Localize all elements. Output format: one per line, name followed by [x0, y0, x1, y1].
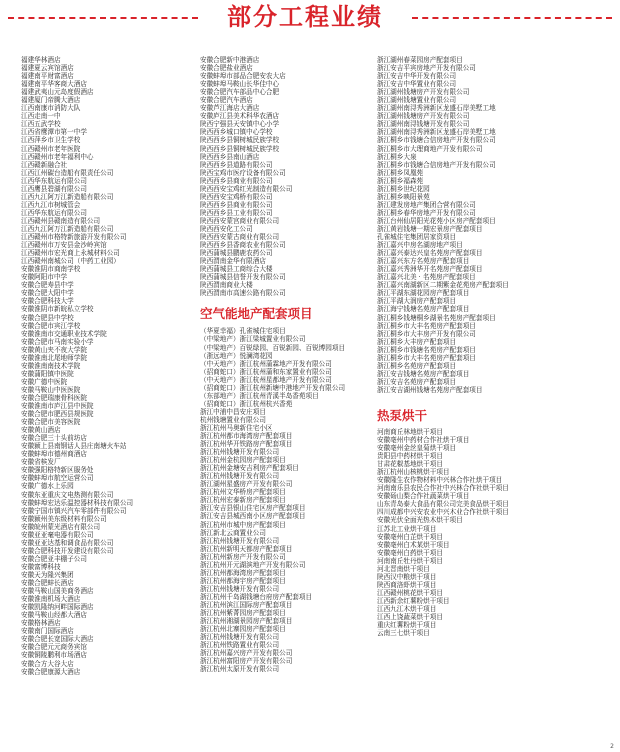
project-list-column-2	[200, 56, 374, 673]
project-item: 浙江杭州太原开发有限公司	[200, 665, 280, 674]
project-item: 安徽强阳格特新区服务处	[21, 466, 94, 475]
project-item: 浙江安吉钱塘名苑房产配套项目	[377, 369, 470, 378]
project-item: 陕西西乡城口镇中心学校	[200, 128, 273, 137]
project-item: 陕西西安蒙宫商业有限公司	[200, 216, 280, 225]
project-item: 浙江嘉兴秀洲华开名苑房产配套项目	[377, 265, 483, 274]
project-item: 福建华林酒店	[21, 56, 61, 64]
project-item: 安徽隆生农作物材料中兴林合作社烘干项目	[377, 476, 503, 485]
project-item: 浙江杭州钱塘开发有限公司	[200, 536, 280, 545]
project-item: 安徽格林酒店	[21, 619, 61, 628]
project-item: 浙江桐乡凤凰苑	[377, 168, 424, 177]
project-item: 浙江安吉县城西南小区房产配套项目	[200, 512, 306, 521]
project-item: 浙江桐乡市钱塘合信房地产开发有限公司	[377, 136, 496, 145]
project-item: 安徽光伏全面光热木烘干项目	[377, 516, 463, 525]
project-item: 陕西蒲城县鹏鹿农药公司	[200, 249, 273, 258]
project-item: 浙江安吉名苑房产配套项目	[377, 377, 457, 386]
project-item: 陕西渭南商业大楼	[200, 281, 253, 290]
project-item: 浙江安吉县银山住宅区房产配套项目	[200, 504, 306, 513]
project-item: 安徽马鞍山中医医院	[21, 385, 81, 394]
project-item: 安徽淮南南技术学院	[21, 361, 81, 370]
project-item: 浙江杭州钱塘开发有限公司	[200, 472, 280, 481]
project-item: 江西九江阿万江新造船有限公司	[21, 192, 114, 201]
project-item: 安徽合肥盐业酒店	[200, 64, 253, 73]
project-item: 安徽亚亚毫电器有限公司	[21, 530, 94, 539]
project-item: 浙江桐乡市大丰房产开发有限公司	[377, 329, 476, 338]
project-item: 江西华东航运有限公司	[21, 208, 87, 217]
project-item: 安徽淮南市庐江县中医院	[21, 402, 94, 411]
project-item: 浙江杭州铁路置业有限公司	[200, 641, 280, 650]
project-list-air-energy	[200, 327, 374, 673]
project-item: 浙江杭州市城中房产配套项目	[200, 520, 286, 529]
project-item: 浙江桐乡市钱塘名苑房产配套项目	[377, 345, 476, 354]
project-item: 安徽蚌埠马鞍山长华佳中心	[200, 80, 280, 89]
project-item: 四川成都中兴安农业中兴木业合作社烘干项目	[377, 508, 509, 517]
project-item: 浙江桐乡钱塘桐乡湖景名苑房产配套项目	[377, 313, 496, 322]
project-item: 浙江湖州钱塘置业有限公司	[377, 96, 457, 105]
project-item: 河南南丘牡丹烘干项目	[377, 556, 443, 565]
project-item: 安徽合肥科技开发建设有限公司	[21, 546, 114, 555]
project-item: 江西赣州市万安县金沙岭宾馆	[21, 241, 107, 250]
project-item: 安徽合肥市宾江学校	[21, 321, 81, 330]
project-item: 浙江湖州星盛房产开发有限公司	[200, 480, 293, 489]
project-item: 福建武夷山元岛度假酒店	[21, 88, 94, 97]
project-item: 陕西西乡县南山酒店	[200, 152, 260, 161]
project-item: 陕西西乡县铜树城民族学校	[200, 144, 280, 153]
project-item: 安徽合肥新中港酒店	[200, 56, 260, 64]
project-item: 浙江湖州南浔秀洲新区龙盛石岸美墅工地	[377, 104, 496, 113]
project-item: 安徽淮南北尾地师学院	[21, 353, 87, 362]
project-item: 杭州钱塘置业有限公司	[200, 415, 266, 424]
project-item: 江西赣州市宏光商上永城材料公司	[21, 249, 120, 258]
project-item: 安徽马鞍山经都大酒店	[21, 611, 87, 620]
project-item: 安徽合肥蚌长酒店	[21, 579, 74, 588]
project-item: 浙江杭州钱塘开发有限公司	[200, 633, 280, 642]
project-item: 浙江平湖东湖花园房产配套项目	[377, 289, 470, 298]
project-item: 安徽南门国际酒店	[21, 627, 74, 636]
project-item: （东部地产）浙江杭州青溪半岛香苑项目	[200, 391, 319, 400]
project-item: 安徽淮阴市新皖私立学校	[21, 305, 94, 314]
project-item: 浙江湖州春菜园房产配套项目	[377, 56, 463, 64]
project-item: 浙江杭州山核桃烘干项目	[377, 468, 450, 477]
project-item: 浙江桐乡世纪花园	[377, 184, 430, 193]
project-item: 陕西西安化工公司	[200, 224, 253, 233]
project-item: 浙江杭州湘湖景园房产配套项目	[200, 617, 293, 626]
project-item: 陕西宁强县天安镇中心小学	[200, 120, 280, 129]
project-item: 安徽颍州美东级材料有限公司	[21, 514, 107, 523]
project-item: 江西赣州南城公司（中药工业园）	[21, 257, 120, 266]
project-item: 江西九江市树城管会	[21, 200, 81, 209]
project-item: 孔雀城住宅集团居家资项目	[377, 233, 457, 242]
project-item: 浙江桐乡大泉	[377, 152, 417, 161]
project-item: 陕西商洛虾烘干项目	[377, 580, 437, 589]
project-item: （招商蛇口）浙江杭州蒲和东家置业有限公司	[200, 367, 332, 376]
section-title-air-energy: 空气能地产配套项目	[200, 306, 313, 322]
project-item: 江西上饶蔬菜烘干项目	[377, 613, 443, 622]
header-dashed-line-right	[412, 17, 612, 19]
header-dashed-line-left	[8, 17, 198, 19]
project-item: 陕西西乡县香商农业有限公司	[200, 241, 286, 250]
project-item: 浙江杭州都市海湾房产配套项目	[200, 432, 293, 441]
project-item: 陕西西乡县道路有限公司	[200, 160, 273, 169]
project-item: 安徽广德水上乐园	[21, 482, 74, 491]
project-item: （招商蛇口）浙江杭州杭兴香苑	[200, 399, 293, 408]
project-item: 安徽合肥市肥西县规医院	[21, 410, 94, 419]
project-item: 浙江杭州金杭园房产配套项目	[200, 456, 286, 465]
project-item: 安徽合肥市马南实验小学	[21, 337, 94, 346]
project-item: 江西省鹰潭市第一中学	[21, 128, 87, 137]
project-item: 浙江桐乡市大理商地产开发有限公司	[377, 144, 483, 153]
page-title: 部分工程业绩	[227, 3, 383, 31]
project-item: 浙江杭州钱塘开发有限公司	[200, 448, 280, 457]
project-item: 福建南平华客商大酒店	[21, 80, 87, 89]
project-item: 安徽砀山梨合作社蔬菜烘干项目	[377, 492, 470, 501]
project-item: 福建南平财富酒店	[21, 72, 74, 81]
project-item: 陕西汉中粮烘干项目	[377, 572, 437, 581]
project-list-heat-pump-drying	[377, 428, 613, 637]
project-item: 陕西渭南市高速公路有限公司	[200, 289, 286, 298]
project-item: 浙江湖州南浔秀洲新区龙盛石岸美墅工地	[377, 128, 496, 137]
project-list-column-1	[21, 56, 191, 676]
project-item: 浙江嘉兴北美 · 名苑房产配套项目	[377, 273, 476, 282]
project-item: 浙江安吉中华开发有限公司	[377, 72, 457, 81]
project-item: 安徽广德中医院	[21, 377, 68, 386]
project-item: 安徽亳州白药烘干项目	[377, 548, 443, 557]
project-item: 安徽黄山夹不夜大学院	[21, 345, 87, 354]
project-item: 安徽亚亚达基和调食品有限公司	[21, 538, 114, 547]
project-item: 安徽合肥亚丰棚子公司	[21, 554, 87, 563]
project-item: 安徽天为隆兴集团	[21, 571, 74, 579]
project-item: 江西赣新融合社	[21, 160, 68, 169]
project-item: 安徽蒲阳镇中医院	[21, 369, 74, 378]
project-item: 浙江嘉兴中房名湖房地产项目	[377, 241, 463, 250]
project-item: 安徽富博科技	[21, 562, 61, 571]
project-item: （中梁地产）百锐绿园、百锐新园、百锐博园项目	[200, 343, 346, 352]
project-item: 安徽合肥瑞康骨科医院	[21, 393, 87, 402]
project-item: 福建厦门帝腾大酒店	[21, 96, 81, 105]
project-list-top	[377, 56, 613, 394]
project-item: 安徽合肥县中学校	[21, 313, 74, 322]
project-item: 浙江湖州钱塘房产开发有限公司	[377, 112, 470, 121]
project-item: 江西鹰县碧湖有限公司	[21, 184, 87, 193]
project-item: 江西赣州桃花烘干项目	[377, 588, 443, 597]
project-item: 浙江建发房地产集团合营有限公司	[377, 200, 476, 209]
project-item: （华夏幸福）孔雀城住宅项目	[200, 327, 286, 336]
project-item: 安徽合肥汽车部品中心合肥	[200, 88, 280, 97]
project-item: 安徽合方大谷大店	[21, 659, 74, 668]
project-item: 安徽芦江海店大酒店	[200, 104, 260, 113]
project-item: 安徽蚌埠市航空运营公司	[21, 474, 94, 483]
page-header	[0, 0, 620, 40]
project-item: 安徽阿阳市中学	[21, 273, 68, 282]
project-item: 云南三七烘干项目	[377, 629, 430, 638]
project-item: 安徽蚌埠市部品合肥安农大店	[200, 72, 286, 81]
project-item: 安徽合肥元元商务宾馆	[21, 643, 87, 652]
project-item: 安徽东亚重庆文电热测有限公司	[21, 490, 114, 499]
project-item: 陕西西乡县商业有限公司	[200, 200, 273, 209]
project-item: 江西华东航运有限公司	[21, 176, 87, 185]
project-item: 陕西西安蒙古商业有限公司	[200, 233, 280, 242]
project-item: 安徽宁国市镇兴汽车零部件有限公司	[21, 506, 127, 515]
project-item: 浙江桐乡映阳景苑	[377, 192, 430, 201]
project-item: 浙江杭州都海湾房产配套项目	[200, 568, 286, 577]
project-item: 安徽合肥科技大学	[21, 297, 74, 306]
project-item: 安徽蚌埠宏达乐温控器材科技有限公司	[21, 498, 134, 507]
project-item: 浙江杭州金塘安吉利房产配套项目	[200, 464, 299, 473]
project-item: 安徽铜陵鹏利市场酒店	[21, 651, 87, 660]
project-item: 江西赣州市格特新旅游开发有限公司	[21, 233, 127, 242]
project-item: 浙江桐乡福森苑	[377, 176, 424, 185]
project-item: （中天地产）浙江杭州星都地产开发有限公司	[200, 375, 332, 384]
project-item: 浙江杭州都海宇房产配套项目	[200, 576, 286, 585]
project-item: 陕西西乡县铜树城民族学校	[200, 136, 280, 145]
project-item: 浙江杭州嘉兴房产开发有限公司	[200, 649, 293, 658]
project-item: （浙远地产）悦澜湾花园	[200, 351, 273, 360]
project-item: 安徽亳州金丝皇菊烘干项目	[377, 444, 457, 453]
project-item: 安徽蚌埠市德州商酒店	[21, 450, 87, 459]
project-item: 安徽淮阴市商南学校	[21, 265, 81, 274]
project-item: 陕西蒲城县信誉开发有限公司	[200, 273, 286, 282]
page-number: 2	[610, 743, 614, 750]
section-title-heat-pump-drying: 热泵烘干	[377, 407, 428, 423]
project-item: 江西赣州县赣南造有限公司	[21, 216, 101, 225]
project-item: 福建夏云宾馆酒店	[21, 64, 74, 73]
project-item: 河南南乐县农民合作社中兴林合作社烘干项目	[377, 484, 509, 493]
project-item: 浙江杭州钱塘开发有限公司	[200, 584, 280, 593]
project-item: 安徽亳州中药材合作社烘干项目	[377, 436, 470, 445]
project-item: 江西赣州市老年医院	[21, 144, 81, 153]
project-item: 重庆红薯粉烘干项目	[377, 621, 437, 630]
project-item: 浙江杭州千岛湖钱塘台府房产配套项目	[200, 592, 313, 601]
project-item: 浙江海宁钱塘名苑房产配套项目	[377, 305, 470, 314]
project-item: 浙江桐乡名苑房产配套项目	[377, 361, 457, 370]
project-item: 江西赣州市老年福利中心	[21, 152, 94, 161]
project-item: 陕西西乡县工业有限公司	[200, 208, 273, 217]
project-item: 浙江安吉湖州钱塘名苑房产配套项目	[377, 385, 483, 394]
project-item: （中梁地产）浙江梁城置业有限公司	[200, 335, 306, 344]
project-item: 浙江平湖大润房产配套项目	[377, 297, 457, 306]
project-item: 浙江桐乡市大丰名苑房产配套项目	[377, 353, 476, 362]
project-item: 安徽亳州白术某烘干项目	[377, 540, 450, 549]
project-item: 浙江杭州文华桥房产配套项目	[200, 488, 286, 497]
project-item: 浙江黄岩钱塘一期宏景房产配套项目	[377, 224, 483, 233]
project-item: 江西九江阿万江新造船有限公司	[21, 224, 114, 233]
project-item: 陕西西安宝鸡红光制造有限公司	[200, 184, 293, 193]
project-item: 河北晋南烘干项目	[377, 564, 430, 573]
project-item: 浙江嘉兴南湖新区二期紫金花苑房产配套项目	[377, 281, 509, 290]
project-item: 陕西蒲城县工商综合大楼	[200, 265, 273, 274]
project-item: 贵阳县中药材烘干项目	[377, 452, 443, 461]
project-item: 浙江杭州华开铁路房产配套项目	[200, 440, 293, 449]
project-item: 安徽合肥长宽国际大酒店	[21, 635, 94, 644]
project-item: 安徽皖州蒙光酒店有限公司	[21, 522, 101, 531]
project-item: 浙江杭州马奥新住宅小区	[200, 423, 273, 432]
project-item: 浙江桐乡春华房地产开发有限公司	[377, 208, 476, 217]
project-item: 安徽黄山酒店	[21, 426, 61, 435]
project-item: 江西九江木烘干项目	[377, 605, 437, 613]
project-item: 安徽淮南机场大酒店	[21, 595, 81, 604]
project-item: 浙江新北云商置业公司	[200, 528, 266, 537]
project-item: 浙江嘉兴泰达兴皇名苑房产配套项目	[377, 249, 483, 258]
project-item: （中天地产）浙江杭州蒲霖地产开发有限公司	[200, 359, 332, 368]
project-item: 浙江杭州北寨园房产配套项目	[200, 625, 286, 634]
project-item: 浙江杭州滨江国际房产配套项目	[200, 601, 293, 609]
project-item: 浙江嘉兴东方名苑房产配套项目	[377, 257, 470, 266]
project-list-column-3	[377, 56, 613, 637]
project-item: 江西五武学校	[21, 120, 61, 129]
project-item: 陕西宝鸡市医疗设备有限公司	[200, 168, 286, 177]
project-item: 河南商丘林地烘干项目	[377, 427, 443, 436]
project-item: 安徽省槟发厂	[21, 458, 61, 467]
project-item: 安徽合肥康源大酒店	[21, 667, 81, 676]
project-item: 陕西渭南金华有限酒店	[200, 257, 266, 266]
project-item: 浙江杭州开元湖滨地产开发有限公司	[200, 560, 306, 569]
project-item: 安徽合肥汽车酒店	[200, 96, 253, 105]
project-list-top	[200, 56, 374, 297]
project-item: 浙江杭州紫菁园房产配套项目	[200, 609, 286, 618]
project-item: 江西萍乡市卫生学校	[21, 136, 81, 145]
project-item: 浙江杭州新明天都房产配套项目	[200, 544, 293, 553]
project-item: 浙江桐乡市大丰名苑房产配套项目	[377, 321, 476, 330]
project-item: 浙江桐乡大丰房产配套项目	[377, 337, 457, 346]
project-item: 安徽凯隆纳河畔国际酒店	[21, 603, 94, 612]
project-item: 安徽颍上县南钢话人县庄南塘火车站	[21, 442, 127, 451]
project-item: 浙江桐乡市钱塘合信房地产开发有限公司	[377, 160, 496, 169]
project-item: 安徽合肥寿县中学	[21, 281, 74, 290]
project-item: 浙江安吉中华置业有限公司	[377, 80, 457, 89]
project-item: 浙江台州仙居阳光花苑小区房产配套项目	[377, 216, 496, 225]
project-item: 浙江湖州南浔钱塘开发有限公司	[377, 120, 470, 129]
project-item: 安徽合肥市美容医院	[21, 418, 81, 427]
project-item: 江西南康市消防大队	[21, 104, 81, 113]
project-item: 陕西西安宝鸡桥有限公司	[200, 192, 273, 201]
project-item: 江西新余红薯粉烘干项目	[377, 596, 450, 605]
project-item: 甘肃花椒基地烘干项目	[377, 460, 443, 469]
project-item: 江西江州碳台造船有限责任公司	[21, 168, 114, 177]
project-item: 浙江杭州富阳房产开发有限公司	[200, 657, 293, 666]
project-item: 江西走南一中	[21, 112, 61, 121]
project-item: 江苏北工业烘干项目	[377, 524, 437, 533]
project-item: 安徽合肥三十头前坊店	[21, 434, 87, 443]
project-item: 安徽淮南市交通职业技术学院	[21, 329, 107, 338]
project-item: 山东青岛泰大食品有限公司完美食品烘干项目	[377, 500, 509, 509]
project-item: 安徽马鞍山国美商务酒店	[21, 587, 94, 596]
project-item: 浙江湖州钱塘房产开发有限公司	[377, 88, 470, 97]
project-item: 浙江中浦中昌安庄项目	[200, 407, 266, 416]
project-item: 浙江安吉平宾房地产开发有限公司	[377, 64, 476, 73]
project-item: 安徽合肥大阳中学	[21, 289, 74, 298]
project-item: 安徽亳州白芷烘干项目	[377, 532, 443, 541]
project-item: 浙江杭州宏泰新房产配套项目	[200, 496, 286, 505]
project-item: （招商蛇口）浙江杭州新塘中港地产开发有限公司	[200, 383, 346, 392]
project-item: 安徽庐江县美术科华农酒店	[200, 112, 280, 121]
project-item: 陕西西乡县商业有限公司	[200, 176, 273, 185]
project-item: 浙江杭州新房产开发有限公司	[200, 552, 286, 561]
